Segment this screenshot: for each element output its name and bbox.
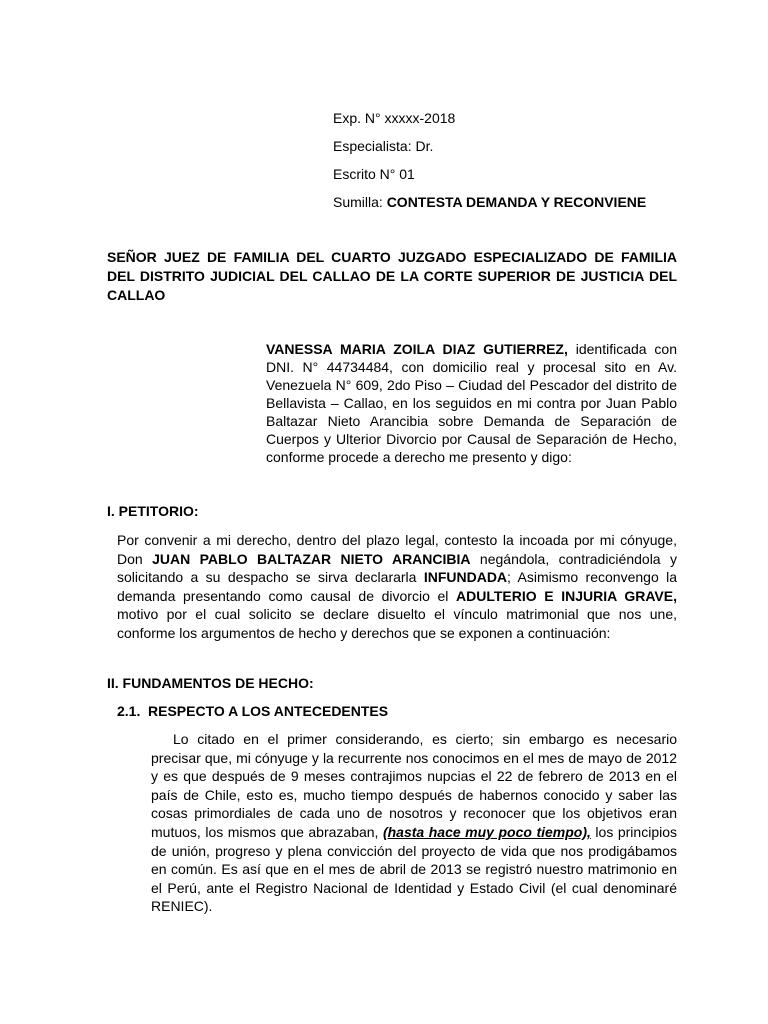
petitorio-heading: I. PETITORIO: — [107, 503, 199, 519]
intro-paragraph — [266, 340, 677, 466]
petitioner-name: VANESSA MARIA ZOILA DIAZ GUTIERREZ, — [266, 341, 568, 357]
intro-text: identificada con DNI. N° 44734484, con domicilio real y procesal sito en Av. Venezuela N° 609, 2do Piso – Ciudad del Pescador del distrito de Bellavista – Callao, en los seguidos en mi contra por Juan Pablo Baltazar Nieto Arancibia sobre Demanda de Separación de Cuerpos y Ulterior Divorcio por Causal de Separación de Hecho, conforme procede a derecho me presento y digo: — [266, 341, 677, 465]
antecedentes-paragraph — [151, 730, 677, 916]
adulterio-emphasis: ADULTERIO E INJURIA GRAVE, — [456, 587, 677, 604]
sumilla-value: CONTESTA DEMANDA Y RECONVIENE — [386, 194, 647, 210]
petitorio-paragraph — [117, 531, 677, 643]
especialista-line: Especialista: Dr. — [333, 138, 434, 154]
petitorio-text-3: ; Asimismo reconvengo la demanda presentando como causal de divorcio el — [117, 569, 677, 604]
addressee-judge: SEÑOR JUEZ DE FAMILIA DEL CUARTO JUZGADO ESPECIALIZADO DE FAMILIA DEL DISTRITO JUDICIAL DEL CALLAO DE LA CORTE SUPERIOR DE JUSTICIA DEL CALLAO — [107, 249, 677, 303]
spouse-name: JUAN PABLO BALTAZAR NIETO ARANCIBIA — [152, 550, 471, 567]
expediente-number: Exp. N° xxxxx-2018 — [333, 110, 456, 126]
highlighted-phrase: (hasta hace muy poco tiempo), — [382, 823, 591, 840]
antecedentes-text-2: los principios de unión, progreso y plena convicción del proyecto de vida que nos prodigábamos en común. Es así que en el mes de abril de 2013 se registró nuestro matrimonio en el Perú, ante el Registro Nacional de Identidad y Estado Civil (el cual denominaré RENIEC). — [151, 823, 677, 915]
antecedentes-text-1: Lo citado en el primer considerando, es cierto; sin embargo es necesario precisar que, mi cónyuge y la recurrente nos conocimos en el mes de mayo de 2012 y es que después de 9 meses contrajimos nupcias el 22 de febrero de 2013 en el país de Chile, esto es, mucho tiempo después de habernos conocido y saber las cosas primordiales de cada uno de nosotros y reconocer que los objetivos eran mutuos, los mismos que abrazaban, — [151, 731, 677, 840]
petitorio-text-4: motivo por el cual solicito se declare disuelto el vínculo matrimonial que nos une, conforme los argumentos de hecho y derechos que se exponen a continuación: — [117, 606, 677, 641]
escrito-number: Escrito N° 01 — [333, 166, 415, 182]
sumilla-label: Sumilla: — [333, 194, 387, 210]
fundamentos-heading: II. FUNDAMENTOS DE HECHO: — [107, 675, 314, 691]
sumilla-line — [333, 194, 646, 210]
petitorio-text-1: Por convenir a mi derecho, dentro del plazo legal, contesto la incoada por mi cónyuge, Don — [117, 532, 677, 567]
section-number: 2.1. — [117, 703, 141, 719]
infundada-emphasis: INFUNDADA — [423, 569, 508, 586]
petitorio-text-2: negándola, contradiciéndola y solicitando a su despacho se sirva declararla — [117, 550, 677, 586]
antecedentes-heading — [117, 703, 388, 719]
section-title: RESPECTO A LOS ANTECEDENTES — [148, 703, 389, 719]
